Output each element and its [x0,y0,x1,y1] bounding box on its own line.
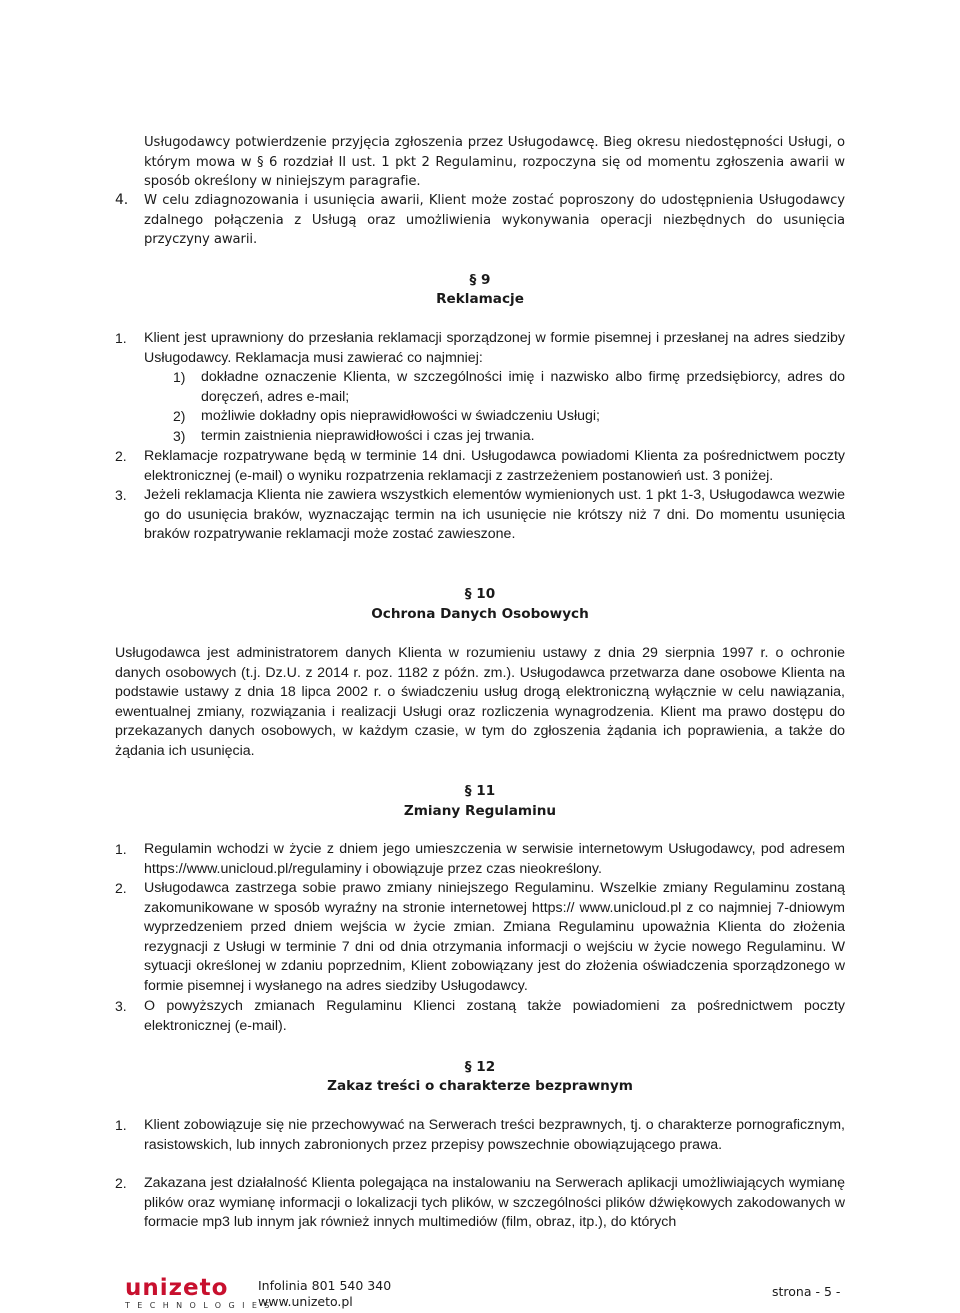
list-number: 1. [115,1117,127,1133]
section-number: § 9 [469,272,491,288]
sublist-number: 2) [173,408,186,424]
sublist-number: 1) [173,369,186,385]
list-number: 3. [115,487,127,503]
list-number: 2. [115,880,127,896]
list-item: Jeżeli reklamacja Klienta nie zawiera wszystkich elementów wymienionych ust. 1 pkt 1-3, Usługodawca wezwie go do usunięcia braków, wyznaczając termin na ich usunięcie nie krótszy niż 7 dni. Do momentu usunięcia braków rozpatrywanie reklamacji może zostać zawieszone. [144,487,845,543]
paragraph-continuation: Usługodawcy potwierdzenie przyjęcia zgłoszenia przez Usługodawcę. Bieg okresu niedostępności Usługi, o którym mowa w § 6 rozdział II ust. 1 pkt 2 Regulaminu, rozpoczyna się od momentu zgłoszenia awarii w sposób określony w niniejszym paragrafie. [144,135,845,190]
hotline-text: Infolinia 801 540 340 [258,1278,392,1293]
sublist-item: termin zaistnienia nieprawidłowości i czas jej trwania. [201,428,535,444]
list-item: Regulamin wchodzi w życie z dniem jego umieszczenia w serwisie internetowym Usługodawcy, pod adresem https://www.unicloud.pl/regulaminy i obowiązuje przez czas nieokreślony. [144,841,845,877]
section-title: Reklamacje [436,291,524,307]
list-number: 2. [115,448,127,464]
list-item: Klient jest uprawniony do przesłania reklamacji sporządzonej w formie pisemnej i przesłanej na adres siedziby Usługodawcy. Reklamacja musi zawierać co najmniej: [144,330,845,366]
list-item: Reklamacje rozpatrywane będą w terminie 14 dni. Usługodawca powiadomi Klienta za pośrednictwem poczty elektronicznej (e-mail) o wyniku rozpatrzenia reklamacji z zastrzeżeniem postanowień ust. 3 poniżej. [144,448,845,484]
section-title: Zmiany Regulaminu [403,803,557,819]
list-number: 4. [115,192,129,208]
logo-wordmark: unizeto [125,1275,229,1301]
section-title: Zakaz treści o charakterze bezprawnym [327,1078,633,1094]
list-number: 1. [115,330,127,346]
sublist-item: dokładne oznaczenie Klienta, w szczególności imię i nazwisko albo firmę przedsiębiorcy, adres do doręczeń, adres e-mail; [201,369,845,405]
list-number: 3. [115,998,127,1014]
list-item: W celu zdiagnozowania i usunięcia awarii, Klient może zostać poproszony do udostępnienia Usługodawcy zdalnego połączenia z Usługą oraz umożliwienia wykonywania operacji niezbędnych do usunięcia przyczyny awarii. [144,193,845,248]
paragraph: Usługodawca jest administratorem danych Klienta w rozumieniu ustawy z dnia 29 sierpnia 1997 r. o ochronie danych osobowych (t.j. Dz.U. z 2014 r. poz. 1182 z późn. zm.). Usługodawca przetwarza dane osobowe Klienta na podstawie ustawy z dnia 18 lipca 2002 r. o świadczeniu usług drogą elektroniczną wyłącznie w celu nawiązania, ewentualnej zmiany, rozwiązania i realizacji Usługi oraz rozliczenia wynagrodzenia. Klient ma prawo dostępu do przekazanych danych osobowych, w każdym czasie, w tym do zgłoszenia żądania ich poprawienia, a także do żądania ich usunięcia. [115,645,845,759]
website-link[interactable]: www.unizeto.pl [258,1294,353,1309]
list-number: 1. [115,841,127,857]
list-item: O powyższych zmianach Regulaminu Klienci zostaną także powiadomieni za pośrednictwem poczty elektronicznej (e-mail). [144,998,845,1034]
section-title: Ochrona Danych Osobowych [371,606,589,622]
list-item: Klient zobowiązuje się nie przechowywać na Serwerach treści bezprawnych, tj. o charakterze pornograficznym, rasistowskich, lub innych zabronionych przez przepisy powszechnie obowiązującego prawa. [144,1117,845,1153]
list-item: Zakazana jest działalność Klienta polegająca na instalowaniu na Serwerach aplikacji umożliwiających wymianę plików oraz wymianę informacji o lokalizacji tych plików, w szczególności plików dźwiękowych zakodowanych w formacie mp3 lub innym jak również innych multimediów (film, obraz, itp.), do których [144,1175,845,1231]
list-item: Usługodawca zastrzega sobie prawo zmiany niniejszego Regulaminu. Wszelkie zmiany Regulaminu zostaną zakomunikowane w sposób wyraźny na stronie internetowej https:// www.unicloud.pl z co najmniej 7-dniowym wyprzedzeniem przed dniem wejścia w życie zmian. Zmiana Regulaminu upoważnia Klienta do złożenia rezygnacji z Usługi w terminie 7 dni od dnia otrzymania informacji o wejściu w życie nowego Regulaminu. W sytuacji określonej w zdaniu poprzednim, Klient zobowiązany jest do złożenia oświadczenia sporządzonego w formie pisemnej i wysłanego na adres siedziby Usługodawcy. [144,880,845,994]
page-number: strona - 5 - [772,1284,841,1299]
section-number: § 10 [464,586,496,602]
logo-subtitle: TECHNOLOGIES [125,1301,277,1310]
sublist-item: możliwie dokładny opis nieprawidłowości w świadczeniu Usługi; [201,408,601,424]
list-number: 2. [115,1175,127,1191]
unizeto-logo [125,1277,277,1310]
sublist-number: 3) [173,428,186,444]
section-number: § 12 [464,1059,496,1075]
section-number: § 11 [464,783,496,799]
footer-contact [258,1278,391,1310]
